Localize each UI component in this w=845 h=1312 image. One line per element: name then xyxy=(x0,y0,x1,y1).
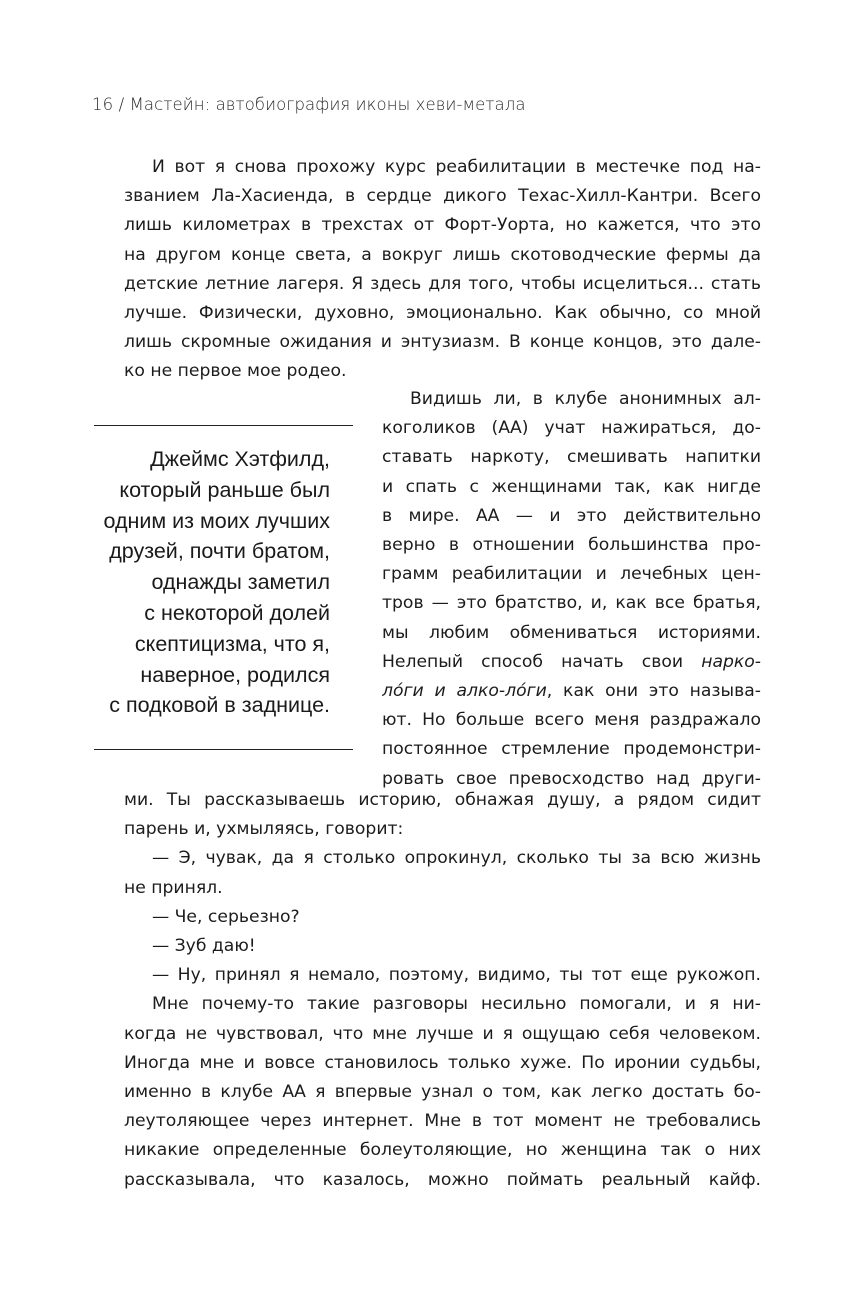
text-line: постоянное стремление продемонстри- xyxy=(382,739,761,760)
text-line: лишь скромные ожидания и энтузиазм. В конце концов, это дале- xyxy=(124,332,761,353)
pull-quote-line: с подковой в заднице. xyxy=(109,693,330,718)
pull-quote xyxy=(94,444,330,721)
text-line: ют. Но больше всего меня раздражало xyxy=(382,710,761,731)
text-line: когда не чувствовал, что мне лучше и я ощущаю себя человеком. xyxy=(124,1023,761,1044)
text-line: никакие определенные болеутоляющие, но женщина так о них xyxy=(124,1140,761,1161)
text-line: грамм реабилитации и лечебных цен- xyxy=(382,564,761,585)
pull-quote-top-rule xyxy=(94,425,353,426)
text-line: леутоляющее через интернет. Мне в тот момент не требовались xyxy=(124,1111,761,1132)
text-line: лишь километрах в трехстах от Форт-Уорта, но кажется, что это xyxy=(124,215,761,236)
text-line: парень и, ухмыляясь, говорит: xyxy=(124,819,404,840)
pull-quote-line: одним из моих лучших xyxy=(103,508,330,533)
text-line: званием Ла-Хасиенда, в сердце дикого Техас-Хилл-Кантри. Всего xyxy=(124,186,761,207)
dialogue-line: — Ну, принял я немало, поэтому, видимо, ты тот еще рукожоп. xyxy=(152,965,761,986)
paragraph-2-column xyxy=(382,385,761,794)
text-line: ставать наркоту, смешивать напитки xyxy=(382,447,761,468)
text-run: , как они это называ- xyxy=(546,681,761,702)
text-line: именно в клубе АА я впервые узнал о том, как легко достать бо- xyxy=(124,1082,761,1103)
running-header xyxy=(92,95,752,114)
text-line: верно в отношении большинства про- xyxy=(382,535,761,556)
book-title: Мастейн: автобиография иконы хеви-метала xyxy=(129,95,526,114)
text-line: тров — это братство, и, как все братья, xyxy=(382,593,761,614)
text-line: детские летние лагеря. Я здесь для того, чтобы исцелиться... стать xyxy=(124,273,761,294)
paragraph-1 xyxy=(124,153,761,387)
italic-run: нарко- xyxy=(701,651,761,672)
text-line xyxy=(382,648,761,677)
pull-quote-line: с некоторой долей xyxy=(144,600,330,625)
dialogue-line: — Э, чувак, да я столько опрокинул, сколько ты за всю жизнь xyxy=(152,848,761,869)
text-line: и спать с женщинами так, как нигде xyxy=(382,476,761,497)
text-line: в мире. АА — и это действительно xyxy=(382,505,761,526)
header-separator: / xyxy=(118,95,125,114)
pull-quote-line: наверное, родился xyxy=(140,662,330,687)
page-number: 16 xyxy=(92,95,114,114)
pull-quote-line: который раньше был xyxy=(119,477,330,502)
text-line: коголиков (АА) учат нажираться, до- xyxy=(382,418,761,439)
dialogue-line: — Зуб даю! xyxy=(152,936,256,957)
text-line: И вот я снова прохожу курс реабилитации в местечке под на- xyxy=(152,157,761,177)
pull-quote-line: скептицизма, что я, xyxy=(134,631,330,656)
text-line: ровать свое превосходство над други- xyxy=(382,768,761,789)
pull-quote-bottom-rule xyxy=(94,749,353,750)
pull-quote-line: Джеймс Хэтфилд, xyxy=(150,447,330,471)
italic-run: ло́ги и алко-ло́ги xyxy=(382,681,547,702)
text-line xyxy=(382,677,761,706)
main-text-bottom xyxy=(124,786,761,1195)
dialogue-line: — Че, серьезно? xyxy=(152,906,300,927)
text-line: рассказывала, что казалось, можно поймать реальный кайф. xyxy=(124,1169,761,1190)
dialogue-line: не принял. xyxy=(124,877,223,898)
text-line: на другом конце света, а вокруг лишь скотоводческие фермы да xyxy=(124,244,761,265)
text-line: ми. Ты рассказываешь историю, обнажая душу, а рядом сидит xyxy=(124,790,761,810)
pull-quote-line: друзей, почти братом, xyxy=(109,539,330,564)
text-line: мы любим обмениваться историями. xyxy=(382,622,761,643)
text-line: ко не первое мое родео. xyxy=(124,361,347,382)
text-line: Мне почему-то такие разговоры несильно помогали, и я ни- xyxy=(152,994,761,1015)
pull-quote-line: однажды заметил xyxy=(151,570,330,595)
text-run: Нелепый способ начать свои xyxy=(382,651,702,672)
text-line: Видишь ли, в клубе анонимных ал- xyxy=(410,389,761,409)
text-line: Иногда мне и вовсе становилось только хуже. По иронии судьбы, xyxy=(124,1052,761,1073)
text-line: лучше. Физически, духовно, эмоционально. Как обычно, со мной xyxy=(124,303,761,324)
